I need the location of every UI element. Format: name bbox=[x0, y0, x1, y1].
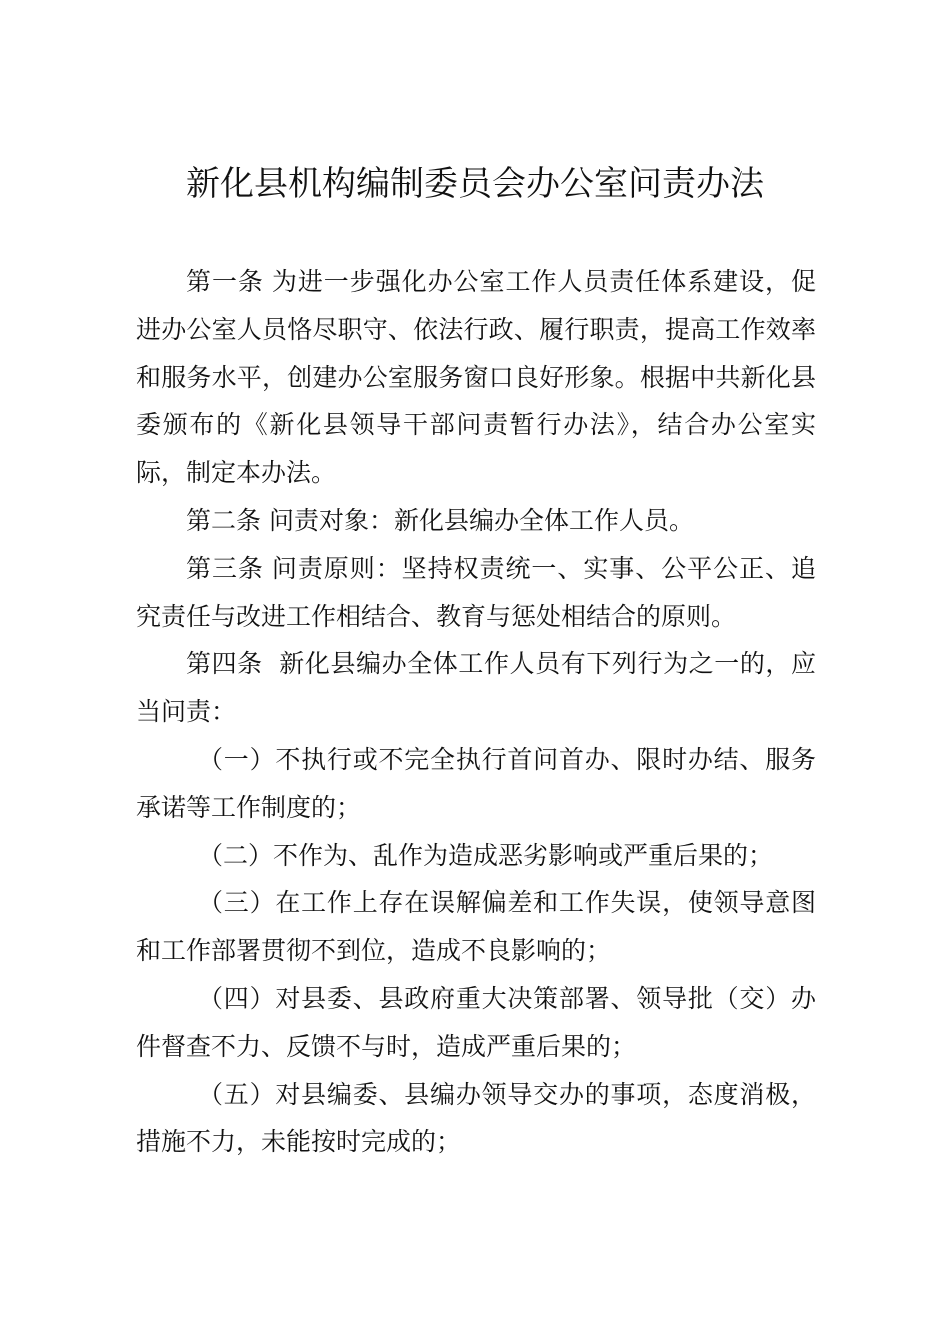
article-text: 新化县编办全体工作人员有下列行为之一的，应当问责： bbox=[136, 649, 816, 727]
article-text: 为进一步强化办公室工作人员责任体系建设，促进办公室人员恪尽职守、依法行政、履行职责，提高工作效率和服务水平，创建办公室服务窗口良好形象。根据中共新化县委颁布的《新化县领导干部问责暂行办法》，结合办公室实际，制定本办法。 bbox=[136, 267, 816, 488]
item-text: 在工作上存在误解偏差和工作失误，使领导意图和工作部署贯彻不到位，造成不良影响的； bbox=[136, 888, 816, 966]
list-item bbox=[136, 975, 816, 1071]
article-4 bbox=[136, 640, 816, 736]
item-label: （五） bbox=[198, 1079, 276, 1109]
article-label: 第三条 bbox=[186, 553, 264, 583]
article-3 bbox=[136, 545, 816, 641]
document-body bbox=[136, 258, 816, 1166]
item-label: （四） bbox=[198, 983, 276, 1013]
item-label: （三） bbox=[198, 888, 276, 918]
item-text: 对县编委、县编办领导交办的事项，态度消极，措施不力，未能按时完成的； bbox=[136, 1079, 816, 1157]
article-label: 第一条 bbox=[186, 267, 264, 296]
article-label: 第四条 bbox=[186, 649, 263, 679]
list-item bbox=[136, 1071, 816, 1167]
article-text: 问责原则：坚持权责统一、实事、公平公正、追究责任与改进工作相结合、教育与惩处相结合的原则。 bbox=[136, 553, 816, 631]
item-text: 不作为、乱作为造成恶劣影响或严重后果的； bbox=[273, 840, 774, 870]
article-text: 问责对象：新化县编办全体工作人员。 bbox=[269, 505, 695, 535]
item-label: （一） bbox=[198, 744, 276, 774]
document-title: 新化县机构编制委员会办公室问责办法 bbox=[186, 164, 764, 204]
list-item bbox=[136, 736, 816, 832]
item-text: 不执行或不完全执行首问首办、限时办结、服务承诺等工作制度的； bbox=[136, 744, 816, 822]
list-item bbox=[136, 879, 816, 975]
item-text: 对县委、县政府重大决策部署、领导批（交）办件督查不力、反馈不与时，造成严重后果的； bbox=[136, 983, 816, 1061]
article-label: 第二条 bbox=[186, 505, 262, 535]
article-2 bbox=[136, 497, 816, 545]
list-item bbox=[136, 832, 816, 880]
article-1 bbox=[136, 258, 816, 497]
item-label: （二） bbox=[198, 840, 274, 870]
